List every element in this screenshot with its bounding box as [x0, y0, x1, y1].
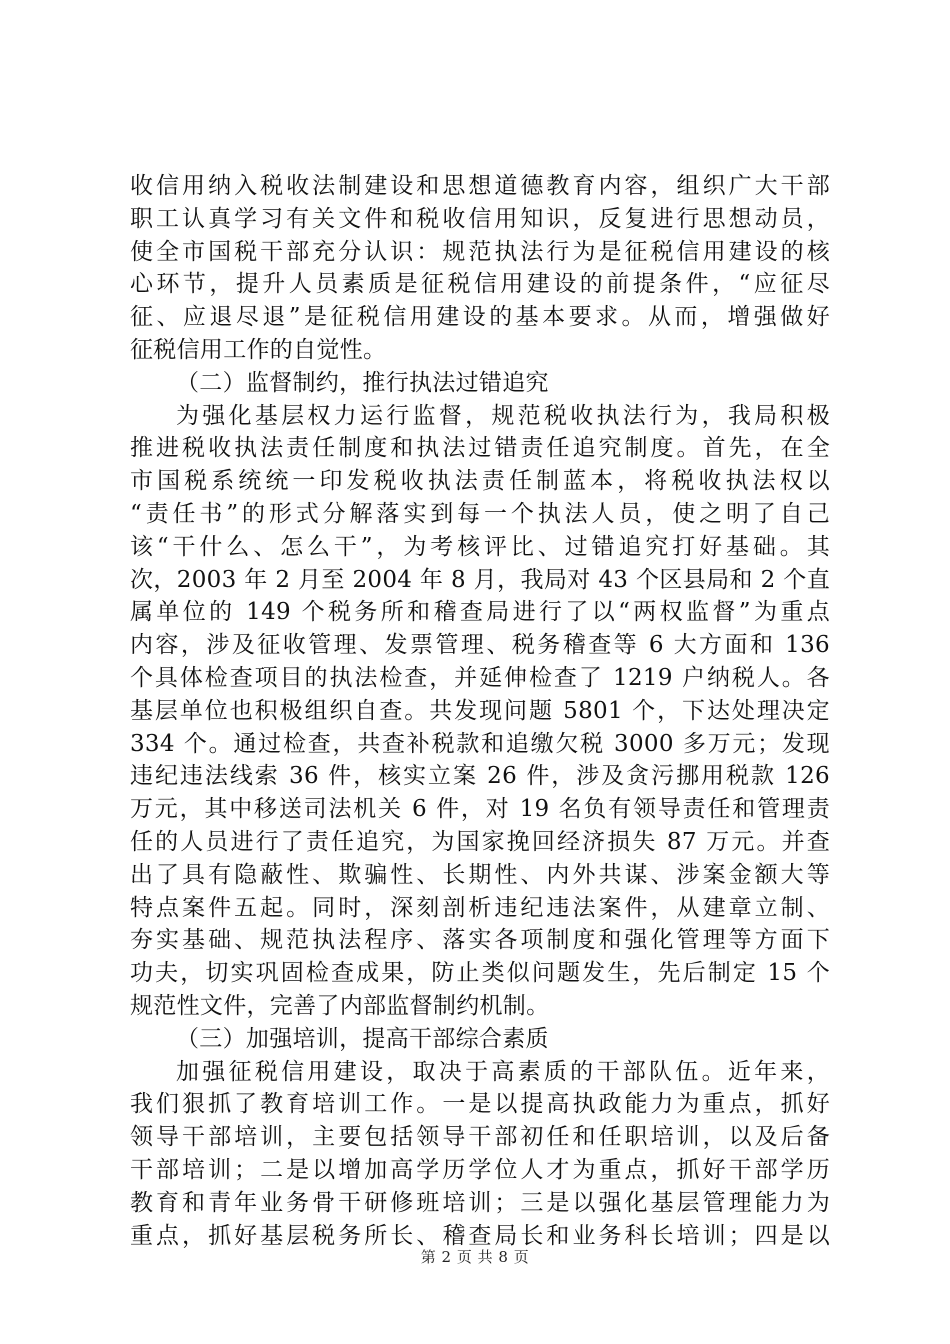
text-line: 334 个。通过检查，共查补税款和追缴欠税 3000 多万元；发现	[130, 730, 830, 757]
text-line: 职工认真学习有关文件和税收信用知识，反复进行思想动员，	[130, 205, 830, 232]
text-line: 规范性文件，完善了内部监督制约机制。	[130, 992, 550, 1019]
text-line: 心环节，提升人员素质是征税信用建设的前提条件，“应征尽	[130, 271, 830, 298]
text-line: 夯实基础、规范执法程序、落实各项制度和强化管理等方面下	[130, 927, 830, 954]
text-line: 教育和青年业务骨干研修班培训；三是以强化基层管理能力为	[130, 1189, 830, 1216]
section-heading: （三）加强培训，提高干部综合素质	[176, 1025, 549, 1052]
text-line: 违纪违法线索 36 件，核实立案 26 件，涉及贪污挪用税款 126	[130, 763, 830, 790]
text-line: 重点，抓好基层税务所长、稽查局长和业务科长培训；四是以	[130, 1222, 830, 1249]
text-line: 功夫，切实巩固检查成果，防止类似问题发生，先后制定 15 个	[130, 960, 830, 987]
page-footer: 第 2 页 共 8 页	[420, 1248, 530, 1266]
text-line: 使全市国税干部充分认识：规范执法行为是征税信用建设的核	[130, 238, 830, 265]
text-line: 我们狠抓了教育培训工作。一是以提高执政能力为重点，抓好	[130, 1091, 830, 1118]
text-line: 特点案件五起。同时，深刻剖析违纪违法案件，从建章立制、	[130, 894, 830, 921]
document-body	[130, 170, 830, 1252]
text-line: 基层单位也积极组织自查。共发现问题 5801 个，下达处理决定	[130, 697, 830, 724]
text-line: 该“干什么、怎么干”，为考核评比、过错追究打好基础。其	[130, 533, 830, 560]
text-line: 加强征税信用建设，取决于高素质的干部队伍。近年来，	[176, 1058, 830, 1085]
text-line: 万元，其中移送司法机关 6 件，对 19 名负有领导责任和管理责	[130, 796, 830, 823]
text-line: 推进税收执法责任制度和执法过错责任追究制度。首先，在全	[130, 435, 830, 462]
text-line: 为强化基层权力运行监督，规范税收执法行为，我局积极	[176, 402, 830, 429]
text-line: 收信用纳入税收法制建设和思想道德教育内容，组织广大干部	[130, 173, 830, 199]
text-line: 征、应退尽退”是征税信用建设的基本要求。从而，增强做好	[130, 304, 830, 331]
text-line: 征税信用工作的自觉性。	[130, 336, 387, 363]
text-line: 属单位的 149 个税务所和稽查局进行了以“两权监督”为重点	[130, 599, 830, 626]
text-line: 出了具有隐蔽性、欺骗性、长期性、内外共谋、涉案金额大等	[130, 861, 830, 888]
text-line: 市国税系统统一印发税收执法责任制蓝本，将税收执法权以	[130, 468, 830, 495]
section-heading: （二）监督制约，推行执法过错追究	[176, 369, 549, 396]
text-line: 干部培训；二是以增加高学历学位人才为重点，抓好干部学历	[130, 1156, 830, 1183]
text-line: 个具体检查项目的执法检查，并延伸检查了 1219 户纳税人。各	[130, 664, 830, 691]
text-line: 领导干部培训，主要包括领导干部初任和任职培训，以及后备	[130, 1124, 830, 1151]
text-line: “责任书”的形式分解落实到每一个执法人员，使之明了自己	[130, 500, 830, 527]
text-line: 任的人员进行了责任追究，为国家挽回经济损失 87 万元。并查	[130, 828, 830, 855]
text-line: 次，2003 年 2 月至 2004 年 8 月，我局对 43 个区县局和 2 个直	[130, 566, 830, 593]
text-line: 内容，涉及征收管理、发票管理、税务稽查等 6 大方面和 136	[130, 632, 830, 659]
